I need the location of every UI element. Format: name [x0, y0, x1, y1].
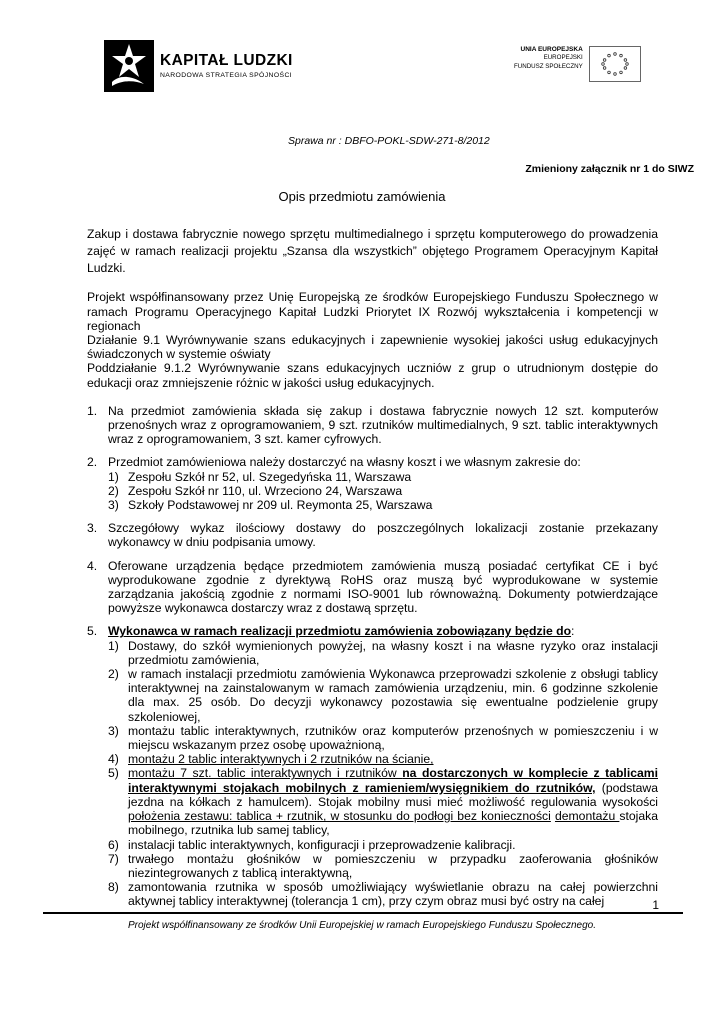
logo-title: KAPITAŁ LUDZKI: [160, 51, 293, 69]
project-line-3: Poddziałanie 9.1.2 Wyrównywanie szans edukacyjnych uczniów z grup o utrudnionym dostępie do edukacji oraz zmniejszenie różnic w jakości usług edukacyjnych.: [87, 361, 658, 390]
list-item-text: Oferowane urządzenia będące przedmiotem zamówienia muszą posiadać certyfikat CE i być wyprodukowane zgodnie z dyrektywą RoHS oraz muszą być wyprodukowane w systemie zarządzania jakością zgodnie z normami ISO-9001 lub równoważną. Dokumenty potwierdzające powyższe wykonawca dostarczy wraz z dostawą sprzętu.: [108, 558, 658, 616]
obligation-item: 3) montażu tablic interaktywnych, rzutników oraz komputerów przenośnych w pomieszczeniu i w miejscu wskazanym przez osobę upoważnioną,: [108, 723, 658, 753]
contractor-obligations-heading: Wykonawca w ramach realizacji przedmiotu zamówienia zobowiązany będzie do: [108, 624, 572, 639]
school-item: [108, 484, 658, 498]
list-item-text: Szczegółowy wykaz ilościowy dostawy do poszczególnych lokalizacji zostanie przekazany wykonawcy w dniu podpisania umowy.: [108, 521, 658, 550]
obligation-text-part: położenia zestawu: tablica + rzutnik, w stosunku do podłogi bez konieczności: [128, 809, 551, 824]
obligation-item: 2) w ramach instalacji przedmiotu zamówienia Wykonawca przeprowadzi szkolenie z obsługi tablicy interaktywnej na zainstalowanym w ramach zamówienia urządzeniu, min. 6 godzinne szkolenie dla max. 25 osób. Do decyzji wykonawcy pozostawia się ewentualne podzielenie grupy szkoleniowej,: [108, 667, 658, 724]
obligation-text-part: (podstawa jezdna na kółkach z hamulcem). Stojak mobilny musi mieć możliwość regulowania wysokości: [128, 780, 658, 809]
obligation-text: montażu 2 tablic interaktywnych i 2 rzutników na ścianie,: [128, 752, 434, 767]
school-item: [108, 498, 658, 512]
list-item-text: Na przedmiot zamówienia składa się zakup i dostawa fabrycznie nowych 12 szt. komputerów przenośnych wraz z oprogramowaniem, 9 szt. rzutników multimedialnych, 9 szt. tablic interaktywnych wraz z oprogramowaniem, 3 szt. kamer cyfrowych.: [108, 403, 658, 447]
intro-paragraph: Zakup i dostawa fabrycznie nowego sprzętu multimedialnego i sprzętu komputerowego do prowadzenia zajęć w ramach realizacji projektu „Szansa dla wszystkich” objętego Programem Operacyjnym Kapitał Ludzki.: [87, 227, 658, 275]
list-item-text: Przedmiot zamówieniowa należy dostarczyć na własny koszt i we własnym zakresie do:: [108, 455, 581, 470]
project-line-1: Projekt współfinansowany przez Unię Europejską ze środków Europejskiego Funduszu Społecznego w ramach Programu Operacyjnego Kapitał Ludzki Priorytet IX Rozwój wykształcenia i kompetencji w regionach: [87, 290, 658, 333]
eu-line-3: FUNDUSZ SPOŁECZNY: [514, 62, 583, 70]
eu-flag-icon: [589, 46, 641, 82]
project-paragraph: [87, 290, 658, 389]
heading-colon: :: [571, 624, 575, 639]
eu-line-2: EUROPEJSKI: [543, 54, 583, 62]
annex-title: Zmieniony załącznik nr 1 do SIWZ: [525, 163, 694, 175]
case-reference: Sprawa nr : DBFO-POKL-SDW-271-8/2012: [288, 135, 490, 147]
obligation-text-part: montażu 7 szt. tablic interaktywnych i rzutników: [128, 766, 403, 781]
obligation-text-part: stojaka mobilnego, rzutnika lub samej tablicy,: [128, 809, 659, 838]
obligation-text: w ramach instalacji przedmiotu zamówienia Wykonawca przeprowadzi szkolenie z obsługi tablicy interaktywnej na zainstalowanym w ramach zamówienia urządzeniu, min. 6 godzinne szkolenie dla max. 25 osób. Do decyzji wykonawcy pozostawia się ewentualne podzielenie grupy szkoleniowej,: [128, 667, 658, 724]
footer-text: Projekt współfinansowany ze środków Unii Europejskiej w ramach Europejskiego Funduszu Społecznego.: [127, 920, 597, 931]
obligation-item: 5) montażu 7 szt. tablic interaktywnych i rzutników na dostarczonych w komplecie z tablicami interaktywnymi stojakach mobilnych z ramieniem/wysięgnikiem do rzutników, (podstawa jezdna na kółkach z hamulcem). Stojak mobilny musi mieć możliwość regulowania wysokości położenia zestawu: tablica + rzutnik, w stosunku do podłogi bez konieczności demontażu stojaka mobilnego, rzutnika lub samej tablicy,: [108, 766, 659, 838]
obligation-text: instalacji tablic interaktywnych, konfiguracji i przeprowadzenie kalibracji.: [128, 837, 516, 852]
kapital-ludzki-emblem-icon: [104, 40, 154, 92]
obligation-item: 6) instalacji tablic interaktywnych, konfiguracji i przeprowadzenie kalibracji.: [108, 838, 658, 852]
list-item: [87, 521, 658, 549]
obligation-item: 8) zamontowania rzutnika w sposób umożliwiający wyświetlanie obrazu na całej powierzchni aktywnej tablicy interaktywnej (tolerancja 1 cm), przy czym obraz musi być ostry na całej: [108, 880, 658, 909]
list-item-number: 3.: [87, 521, 98, 536]
school-item: [108, 470, 658, 484]
list-item-number: 2.: [87, 455, 98, 470]
school-number: 3): [108, 498, 119, 513]
obligation-item: 1) Dostawy, do szkół wymienionych powyżej, na własny koszt i na własne ryzyko oraz instalacji przedmiotu zamówienia,: [108, 638, 658, 667]
school-number: 1): [108, 469, 119, 484]
list-item: [87, 624, 658, 908]
school-address: Zespołu Szkół nr 52, ul. Szegedyńska 11, Warszawa: [128, 469, 412, 484]
document-body: [87, 226, 658, 918]
obligation-text-part: demontażu: [554, 809, 620, 824]
eu-logo: [514, 46, 641, 82]
obligation-item: 4) montażu 2 tablic interaktywnych i 2 rzutników na ścianie,: [108, 752, 658, 766]
logo-subtitle: NARODOWA STRATEGIA SPÓJNOŚCI: [160, 71, 293, 79]
page-number: 1: [652, 898, 659, 912]
obligation-text: zamontowania rzutnika w sposób umożliwiający wyświetlanie obrazu na całej powierzchni aktywnej tablicy interaktywnej (tolerancja 1 cm), przy czym obraz musi być ostry na całej: [128, 880, 658, 909]
school-address: Szkoły Podstawowej nr 209 ul. Reymonta 25, Warszawa: [128, 498, 433, 513]
list-item-number: 5.: [87, 624, 98, 639]
obligation-text-bold: na dostarczonych w komplecie z tablicami interaktywnymi stojakach mobilnych z ramieniem/wysięgnikiem do rzutników,: [128, 766, 658, 795]
list-item: [87, 559, 658, 616]
obligation-text: trwałego montażu głośników w pomieszczeniu w przypadku zaoferowania głośników niezintegrowanych z tablicą interaktywną,: [128, 851, 658, 880]
kapital-ludzki-logo: [104, 40, 293, 92]
list-item: [87, 455, 658, 512]
obligation-text: montażu tablic interaktywnych, rzutników oraz komputerów przenośnych w pomieszczeniu i w miejscu wskazanym przez osobę upoważnioną,: [128, 723, 658, 753]
project-line-2: Działanie 9.1 Wyrównywanie szans edukacyjnych i zapewnienie wysokiej jakości usług edukacyjnych świadczonych w systemie oświaty: [87, 333, 658, 362]
obligation-text: Dostawy, do szkół wymienionych powyżej, na własny koszt i na własne ryzyko oraz instalacji przedmiotu zamówienia,: [128, 638, 658, 667]
main-list: [87, 404, 658, 909]
document-title: Opis przedmiotu zamówienia: [278, 189, 446, 204]
school-address: Zespołu Szkół nr 110, ul. Wrzeciono 24, Warszawa: [128, 483, 403, 498]
school-number: 2): [108, 483, 119, 498]
obligation-item: 7) trwałego montażu głośników w pomieszczeniu w przypadku zaoferowania głośników niezintegrowanych z tablicą interaktywną,: [108, 851, 658, 880]
footer-divider: [43, 912, 683, 914]
eu-line-1: UNIA EUROPEJSKA: [520, 46, 583, 53]
list-item: [87, 404, 658, 447]
list-item-number: 1.: [87, 403, 98, 418]
list-item-number: 4.: [87, 558, 98, 573]
